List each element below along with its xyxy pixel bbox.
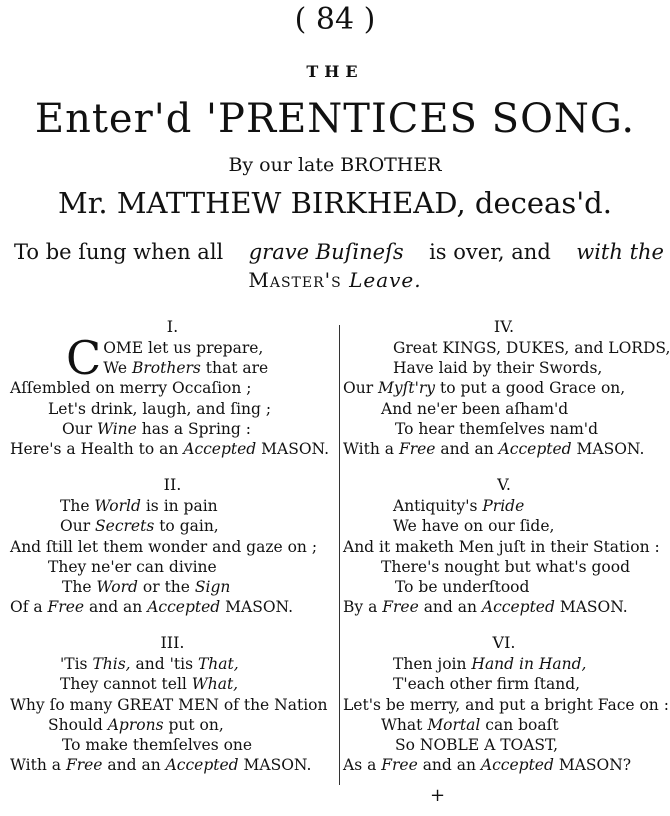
drop-cap: C: [66, 331, 102, 385]
verse-line: [343, 516, 665, 536]
verse-line: [10, 439, 335, 459]
verse-text: The: [62, 577, 97, 596]
verse-text: Great KINGS, DUKES, and LORDS,: [393, 339, 670, 357]
verse-italic-text: This,: [92, 655, 131, 674]
verse-line: [343, 577, 665, 597]
verse-text: Why ſo many GREAT MEN of the Nation: [10, 695, 328, 714]
verse-text: To hear themſelves nam'd: [395, 419, 598, 438]
verse-line: [343, 695, 669, 715]
author-name: Mr. MATTHEW BIRKHEAD, deceas'd.: [58, 186, 612, 220]
instruction-italic-business: grave Buſineſs: [248, 240, 404, 264]
verse-text: and an: [435, 439, 499, 458]
verse-text: MASON.: [238, 756, 312, 775]
verse-line: [10, 419, 335, 439]
verse-text: MASON.: [256, 439, 330, 458]
verse-italic-text: Free: [381, 756, 418, 775]
verse-line: [343, 755, 665, 775]
verse-text: What: [381, 715, 428, 734]
verse-text: The: [60, 497, 95, 516]
verse-text: Here's a Health to an: [10, 439, 184, 458]
verse-text: To make themſelves one: [62, 736, 253, 754]
verse-line: [10, 735, 335, 755]
instruction-pre: To be ſung when all: [14, 240, 224, 264]
verse-text: Then join: [393, 655, 472, 674]
verse-text: We: [103, 359, 132, 378]
verse-line: [343, 419, 665, 439]
verse-text: Let's be merry, and put a bright Face on :: [343, 695, 669, 714]
verse-text: Of a: [10, 598, 48, 617]
verse-line: [10, 378, 335, 398]
verse-italic-text: Brothers: [131, 359, 201, 378]
right-column: [343, 316, 670, 790]
stanza-numeral: II.: [163, 475, 182, 495]
singing-instruction: [14, 240, 664, 264]
verse-text: and an: [102, 756, 166, 775]
instruction-leave: Leave.: [341, 268, 422, 292]
verse-line: [343, 496, 665, 516]
verse-text: OME let us prepare,: [103, 339, 264, 357]
verse-italic-text: What,: [191, 675, 239, 694]
verse-text: And ne'er been aſham'd: [381, 399, 569, 418]
verse-text: Our: [60, 517, 96, 536]
verse-italic-text: Myſt'ry: [378, 379, 436, 398]
verse-text: MASON?: [553, 756, 632, 775]
left-column: [10, 316, 335, 790]
verse-text: By a: [343, 598, 383, 617]
verse-italic-text: Hand in Hand,: [471, 655, 587, 674]
verse-italic-text: Word: [96, 577, 138, 596]
verse-text: Our: [62, 419, 98, 438]
verse-italic-text: Accepted: [480, 756, 554, 775]
verse-italic-text: Free: [65, 756, 103, 775]
verse-text: and an: [418, 598, 482, 617]
verse-line: [10, 399, 335, 419]
verse-italic-text: Mortal: [427, 715, 481, 734]
verse-text: Antiquity's: [393, 497, 483, 516]
verse-italic-text: Free: [47, 598, 85, 617]
song-title: Enter'd 'PRENTICES SONG.: [34, 96, 636, 142]
verse-line: [343, 674, 665, 694]
verse-italic-text: Accepted: [147, 598, 221, 617]
stanza-numeral: VI.: [492, 633, 516, 653]
verse-line: [10, 577, 335, 597]
heading-the: THE: [306, 62, 364, 81]
verse-text: and 'tis: [130, 655, 198, 674]
verse-italic-text: Free: [382, 598, 419, 617]
verse-italic-text: World: [94, 497, 141, 516]
verse-line: [10, 654, 335, 674]
stanza: [10, 474, 335, 617]
stanza: [343, 632, 669, 775]
catchword-mark: +: [430, 785, 446, 806]
stanza-numeral: I.: [166, 317, 179, 336]
stanza: [10, 632, 335, 775]
verse-italic-text: Pride: [482, 497, 525, 516]
column-divider: [339, 325, 340, 785]
verse-text: To be underſtood: [395, 577, 530, 596]
verse-italic-text: Free: [398, 439, 436, 458]
verse-text: put on,: [163, 715, 224, 734]
verse-text: or the: [137, 577, 195, 596]
instruction-line-2: [0, 268, 670, 292]
verse-text: And it maketh Men juſt in their Station :: [343, 537, 660, 556]
verse-text: With a: [343, 439, 399, 458]
verse-text: is in pain: [140, 497, 218, 516]
verse-text: can boaſt: [480, 715, 559, 734]
verse-text: 'Tis: [60, 655, 93, 674]
verse-text: Our: [343, 379, 379, 398]
verse-text: Aſſembled on merry Occaſion ;: [10, 379, 252, 398]
verse-italic-text: Secrets: [95, 517, 155, 536]
verse-text: We have on our ſide,: [393, 517, 555, 536]
verse-text: and an: [84, 598, 148, 617]
verse-italic-text: Sign: [194, 577, 231, 596]
verse-line: [10, 674, 335, 694]
verse-text: As a: [343, 756, 382, 775]
verse-italic-text: Accepted: [165, 756, 239, 775]
verse-line: [10, 496, 335, 516]
verse-line: [343, 557, 665, 577]
verse-text: has a Spring :: [136, 419, 251, 438]
verse-text: MASON.: [571, 439, 645, 458]
verse-line: [10, 358, 335, 378]
verse-text: Should: [48, 715, 108, 734]
verse-line: [10, 755, 335, 775]
instruction-mid: is over, and: [429, 240, 551, 264]
instruction-italic-with-the: with the: [576, 240, 664, 264]
verse-line: [343, 715, 665, 735]
verse-text: MASON.: [220, 598, 294, 617]
verse-line: [10, 516, 335, 536]
verse-line: [10, 597, 335, 617]
verse-line: [343, 358, 665, 378]
verse-line: [343, 399, 665, 419]
verse-line: [10, 715, 335, 735]
verse-italic-text: Wine: [97, 419, 137, 438]
verse-text: With a: [10, 756, 66, 775]
byline: By our late BROTHER: [228, 154, 442, 176]
verse-line: [10, 557, 335, 577]
verse-text: and an: [417, 756, 481, 775]
stanza-numeral: III.: [160, 633, 185, 653]
stanza: [343, 474, 665, 617]
verse-line: [343, 378, 665, 398]
verse-line: [343, 439, 665, 459]
stanza-numeral: IV.: [493, 317, 515, 336]
verse-line: [343, 735, 665, 755]
verse-line: [10, 695, 335, 715]
verse-text: They ne'er can divine: [48, 557, 217, 576]
stanza: [10, 316, 335, 459]
verse-text: They cannot tell: [60, 675, 192, 694]
instruction-master: Master's: [248, 268, 342, 292]
verse-text: MASON.: [554, 598, 628, 617]
verse-text: to gain,: [154, 517, 219, 536]
verse-line: [10, 537, 335, 557]
stanza-numeral: V.: [497, 475, 511, 495]
page-number: ( 84 ): [294, 2, 376, 37]
verse-text: T'each other firm ſtand,: [393, 675, 581, 694]
verse-italic-text: Accepted: [498, 439, 572, 458]
verse-italic-text: That,: [197, 655, 239, 674]
verse-text: Have laid by their Swords,: [393, 359, 603, 378]
verse-text: Let's drink, laugh, and ſing ;: [48, 399, 272, 418]
verse-italic-text: Accepted: [183, 439, 257, 458]
verse-text: There's nought but what's good: [381, 557, 631, 576]
verse-line: [343, 597, 665, 617]
verse-text: to put a good Grace on,: [435, 379, 626, 398]
verse-line: [343, 537, 665, 557]
verse-line: [343, 338, 670, 358]
verse-italic-text: Accepted: [481, 598, 555, 617]
verse-text: that are: [200, 359, 269, 378]
stanza: [343, 316, 670, 459]
verse-line: [343, 654, 665, 674]
verse-text: And ſtill let them wonder and gaze on ;: [10, 537, 318, 556]
verse-text: So NOBLE A TOAST,: [395, 736, 559, 754]
verse-italic-text: Aprons: [107, 715, 164, 734]
